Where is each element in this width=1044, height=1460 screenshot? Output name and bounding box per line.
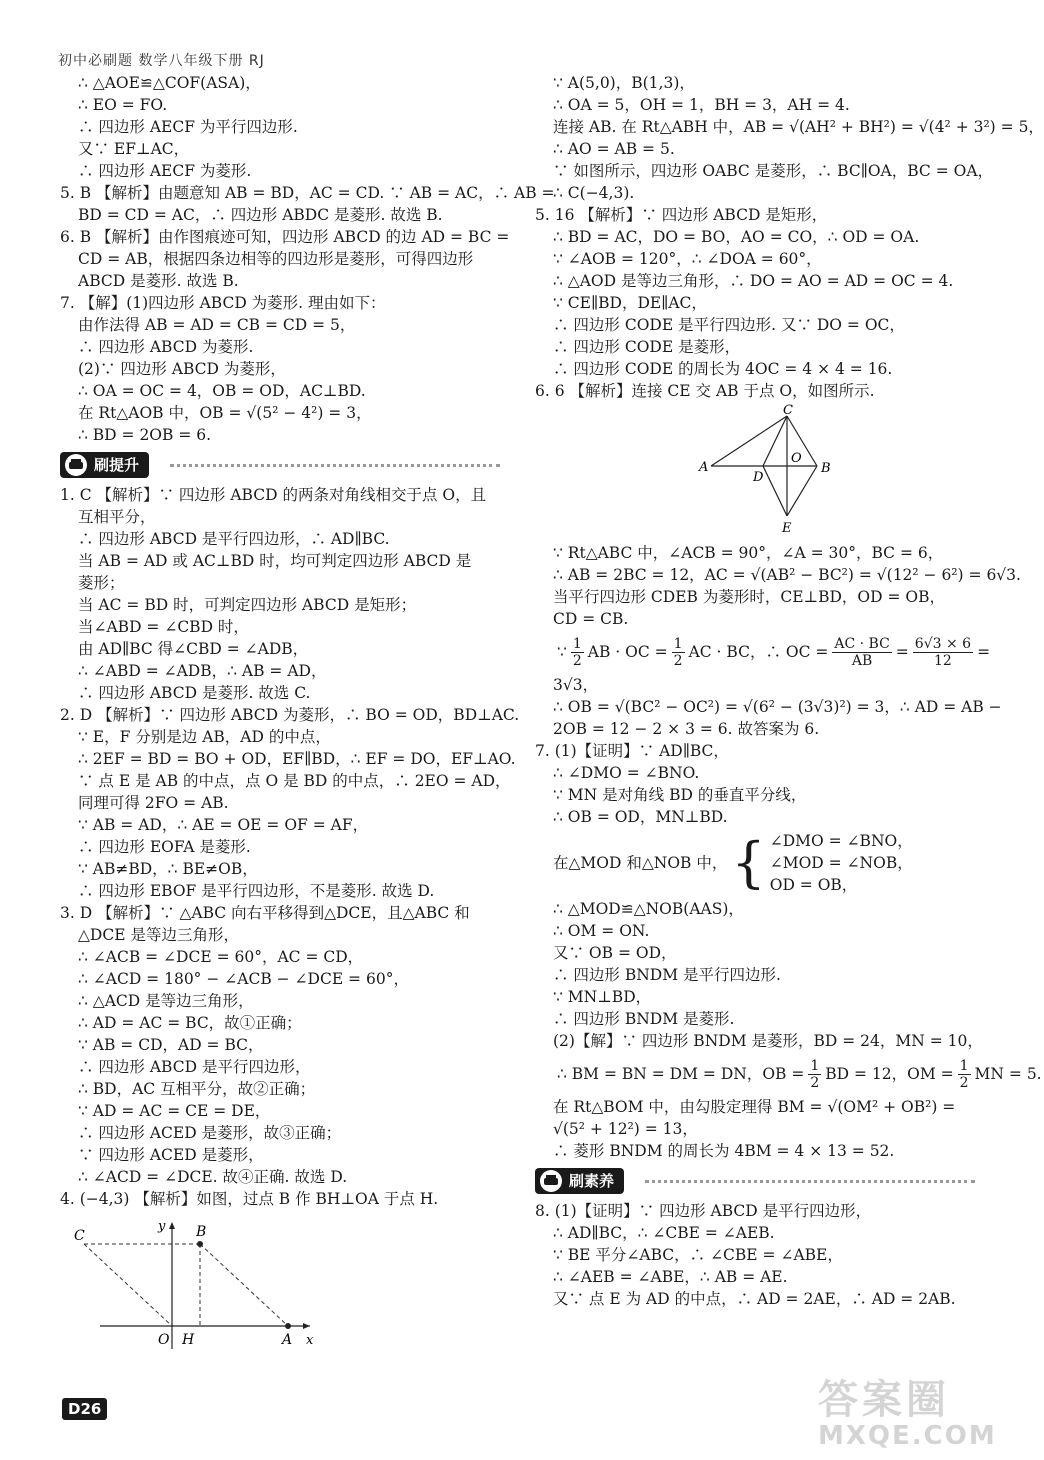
text-line: ∴ OB = √(BC² − OC²) = √(6² − (3√3)²) = 3，∴ AD = AB − (553, 698, 1002, 716)
text-line: ∴ AD = AC = BC，故①正确； (78, 1014, 302, 1032)
fraction-line (535, 630, 991, 674)
text-line: 7. 【解】(1)四边形 ABCD 为菱形. 理由如下： (60, 294, 386, 312)
fraction-line-2 (535, 1052, 1042, 1096)
fraction-numerator: 1 (673, 635, 683, 652)
text-line: ∴ 四边形 CODE 的周长为 4OC = 4 × 4 = 16. (553, 360, 893, 378)
fraction-denominator: 12 (934, 652, 952, 669)
text-line: ∴ 四边形 ABCD 是菱形. 故选 C. (78, 684, 311, 702)
watermark (818, 1368, 997, 1451)
inline-text: = (977, 643, 991, 661)
text-line: 连接 AB. 在 Rt△ABH 中，AB = √(AH² + BH²) = √(4² + 3²) = 5， (553, 118, 1044, 136)
text-line: ∵ CE∥BD，DE∥AC， (553, 294, 707, 312)
text-line: 5. B 【解析】由题意知 AB = BD，AC = CD. ∵ AB = AC，∴ AB = (60, 184, 555, 202)
fig4-label-y: y (158, 1219, 166, 1234)
right-column (535, 72, 1044, 1310)
left-column (60, 72, 555, 1358)
text-line: ∴ ∠ACB = ∠DCE = 60°，AC = CD， (78, 948, 364, 966)
section-banner (535, 1166, 975, 1196)
text-line: △DCE 是等边三角形， (78, 926, 239, 944)
fraction-numerator: 1 (572, 635, 582, 652)
text-line: ∴ BD，AC 互相平分，故②正确； (78, 1080, 316, 1098)
fraction-denominator: 2 (959, 1074, 969, 1091)
figure-q4-coordinate (60, 1214, 320, 1354)
text-line: ∵ 如图所示，四边形 OABC 是菱形，∴ BC∥OA，BC = OA， (553, 162, 994, 180)
fig4-label-h: H (182, 1332, 195, 1348)
brush-icon (539, 1169, 563, 1193)
text-line: ∵ 四边形 ACED 是菱形， (78, 1146, 264, 1164)
inline-text: AC · BC，∴ OC = (688, 643, 829, 661)
text-line: 1. C 【解析】∵ 四边形 ABCD 的两条对角线相交于点 O，且 (60, 486, 487, 504)
fraction-numerator: 1 (959, 1057, 969, 1074)
text-line: ∴ 四边形 ACED 是菱形，故③正确； (78, 1124, 342, 1142)
fig6-label-c: C (783, 403, 793, 418)
figure-q6-rhombus (535, 403, 975, 538)
fig6-label-a: A (699, 460, 709, 475)
text-line: √(5² + 12²) = 13， (553, 1120, 698, 1138)
text-line: 2. D 【解析】∵ 四边形 ABCD 为菱形，∴ BO = OD，BD⊥AC. (60, 706, 520, 724)
text-line: ∴ AO = AB = 5. (553, 140, 675, 158)
page-header: 初中必刷题 数学八年级下册 RJ (58, 53, 265, 69)
text-line: ∴ △AOE≌△COF(ASA)， (78, 74, 261, 92)
text-line: ∴ OA = 5，OH = 1，BH = 3，AH = 4. (553, 96, 850, 114)
text-line: ∵ ∠AOB = 120°，∴ ∠DOA = 60°， (553, 250, 822, 268)
text-line: ∴ EO = FO. (78, 96, 168, 114)
text-line: ABCD 是菱形. 故选 B. (78, 272, 239, 290)
text-line: 3. D 【解析】∵ △ABC 向右平移得到△DCE，且△ABC 和 (60, 904, 470, 922)
text-line: ∵ AD = AC = CE = DE， (78, 1102, 271, 1120)
text-line: ∴ OA = OC = 4，OB = OD，AC⊥BD. (78, 382, 366, 400)
text-line: 又∵ OB = OD， (553, 944, 677, 962)
text-line: 8. (1)【证明】∵ 四边形 ABCD 是平行四边形， (535, 1202, 872, 1220)
text-line: CD = CB. (553, 610, 629, 628)
text-line: ∴ 四边形 BNDM 是平行四边形. (553, 966, 781, 984)
inline-text: BD = 12，OM = (825, 1065, 954, 1083)
text-line: 互相平分， (78, 508, 156, 526)
fraction-numerator: 1 (810, 1057, 820, 1074)
watermark-title: 答案圈 (818, 1377, 950, 1423)
text-line: 又∵ 点 E 为 AD 的中点，∴ AD = 2AE，∴ AD = 2AB. (553, 1290, 956, 1308)
inline-text: ∵ (557, 643, 567, 661)
text-line: ∴ 2EF = BD = BO + OD，EF∥BD，∴ EF = DO，EF⊥AO. (78, 750, 516, 768)
text-line: ∴ AB = 2BC = 12，AC = √(AB² − BC²) = √(12² − 6²) = 6√3. (553, 566, 1021, 584)
brush-icon (64, 453, 88, 477)
text-line: 当∠ABD = ∠CBD 时， (78, 618, 249, 636)
text-line: ∵ AB≠BD，∴ BE≠OB， (78, 860, 258, 878)
congruence-conditions (535, 828, 975, 898)
text-line: ∴ 四边形 BNDM 是菱形. (553, 1010, 735, 1028)
brace-line: ∠MOD = ∠NOB， (769, 854, 913, 872)
text-line: 在 Rt△BOM 中，由勾股定理得 BM = √(OM² + OB²) = (553, 1098, 956, 1116)
text-line: ∴ 四边形 ABCD 为菱形. (78, 338, 254, 356)
watermark-url: MXQE.COM (818, 1421, 997, 1451)
text-line: ∴ 四边形 ABCD 是平行四边形，∴ AD∥BC. (78, 530, 390, 548)
fig4-label-c: C (74, 1228, 85, 1244)
text-line: ∴ △AOD 是等边三角形，∴ DO = AO = AD = OC = 4. (553, 272, 954, 290)
fraction (571, 636, 584, 669)
text-line: ∴ 四边形 ABCD 是平行四边形， (78, 1058, 311, 1076)
text-line: 6. 6 【解析】连接 CE 交 AB 于点 O，如图所示. (535, 382, 875, 400)
fig6-label-o: O (791, 451, 802, 466)
inline-text: 在△MOD 和△NOB 中， (553, 854, 728, 872)
text-line: ∴ 四边形 EBOF 是平行四边形，不是菱形. 故选 D. (78, 882, 435, 900)
text-line: 当平行四边形 CDEB 为菱形时，CE⊥BD，OD = OB， (553, 588, 945, 606)
section-banner (60, 450, 500, 480)
text-line: ∴ 四边形 AECF 为菱形. (78, 162, 252, 180)
text-line: CD = AB，根据四条边相等的四边形是菱形，可得四边形 (78, 250, 474, 268)
text-line: ∵ A(5,0)，B(1,3)， (553, 74, 695, 92)
fig6-label-d: D (753, 470, 764, 485)
fraction (913, 636, 973, 669)
text-line: ∴ 四边形 EOFA 是菱形. (78, 838, 251, 856)
inline-text: AB · OC = (587, 643, 668, 661)
fig4-label-a: A (282, 1332, 293, 1348)
text-line: ∵ MN⊥BD， (553, 988, 652, 1006)
banner-divider (645, 1180, 975, 1183)
fraction-denominator: AB (851, 652, 873, 669)
fraction (672, 636, 685, 669)
text-line: BD = CD = AC，∴ 四边形 ABDC 是菱形. 故选 B. (78, 206, 443, 224)
fraction-denominator: 2 (810, 1074, 820, 1091)
text-line: ∴ C(−4,3). (553, 184, 635, 202)
inline-text: ∴ BM = BN = DM = DN，OB = (557, 1065, 805, 1083)
text-line: ∴ ∠AEB = ∠ABE，∴ AB = AE. (553, 1268, 788, 1286)
fraction-denominator: 2 (673, 652, 683, 669)
brace-symbol: { (731, 831, 766, 894)
banner-divider (170, 464, 500, 467)
fraction-denominator: 2 (572, 652, 582, 669)
fraction (832, 636, 891, 669)
section-banner-label (60, 452, 149, 478)
text-line: 当 AB = AD 或 AC⊥BD 时，均可判定四边形 ABCD 是 (78, 552, 472, 570)
text-line: ∵ AB = CD，AD = BC， (78, 1036, 264, 1054)
fig6-label-e: E (782, 521, 792, 536)
brace-lines (770, 830, 913, 896)
text-line: (2)【解】∵ 四边形 BNDM 是菱形，BD = 24，MN = 10， (553, 1032, 983, 1050)
text-line: ∴ AD∥BC，∴ ∠CBE = ∠AEB. (553, 1224, 775, 1242)
text-line: ∵ 点 E 是 AB 的中点，点 O 是 BD 的中点，∴ 2EO = AD， (78, 772, 511, 790)
text-line: ∴ BD = 2OB = 6. (78, 426, 212, 444)
text-line: ∴ 菱形 BNDM 的周长为 4BM = 4 × 13 = 52. (553, 1142, 895, 1160)
fig4-label-b: B (196, 1224, 207, 1240)
text-line: 2OB = 12 − 2 × 3 = 6. 故答案为 6. (553, 720, 820, 738)
fig4-label-x: x (306, 1333, 314, 1348)
text-line: 7. (1)【证明】∵ AD∥BC， (535, 742, 729, 760)
text-line: 同理可得 2FO = AB. (78, 794, 229, 812)
text-line: ∵ E，F 分别是边 AB，AD 的中点， (78, 728, 331, 746)
section-banner-label (535, 1168, 624, 1194)
text-line: ∵ BE 平分∠ABC，∴ ∠CBE = ∠ABE， (553, 1246, 843, 1264)
text-line: ∴ ∠ACD = 180° − ∠ACB − ∠DCE = 60°， (78, 970, 409, 988)
text-line: ∴ △MOD≌△NOB(AAS)， (553, 900, 744, 918)
brace-line: OD = OB， (769, 876, 858, 894)
fraction-numerator: AC · BC (834, 635, 890, 652)
text-line: ∴ BD = AC，DO = BO，AO = CO，∴ OD = OA. (553, 228, 920, 246)
text-line: ∵ AB = AD，∴ AE = OE = OF = AF， (78, 816, 369, 834)
text-line: ∴ ∠DMO = ∠BNO. (553, 764, 700, 782)
text-line: ∴ OM = ON. (553, 922, 650, 940)
inline-text: = (895, 643, 909, 661)
text-line: ∴ △ACD 是等边三角形， (78, 992, 254, 1010)
text-line: ∴ ∠ACD = ∠DCE. 故④正确. 故选 D. (78, 1168, 348, 1186)
fraction (808, 1058, 821, 1091)
fig6-label-b: B (821, 461, 831, 476)
section-banner-text: 刷提升 (94, 456, 140, 474)
text-line: 菱形； (78, 574, 125, 592)
brace-line: ∠DMO = ∠BNO， (769, 832, 913, 850)
text-line: 由 AD∥BC 得∠CBD = ∠ADB， (78, 640, 309, 658)
fig4-label-o: O (158, 1332, 170, 1348)
fraction (958, 1058, 971, 1091)
text-line: ∴ 四边形 AECF 为平行四边形. (78, 118, 298, 136)
text-line: 在 Rt△AOB 中，OB = √(5² − 4²) = 3， (78, 404, 372, 422)
text-line: ∴ 四边形 CODE 是平行四边形. 又∵ DO = OC， (553, 316, 905, 334)
text-line: ∴ 四边形 CODE 是菱形， (553, 338, 741, 356)
section-banner-text: 刷素养 (569, 1172, 615, 1190)
fraction-numerator: 6√3 × 6 (914, 635, 972, 652)
text-line: ∴ ∠ABD = ∠ADB，∴ AB = AD， (78, 662, 327, 680)
text-line: 4. (−4,3) 【解析】如图，过点 B 作 BH⊥OA 于点 H. (60, 1190, 439, 1208)
text-line: 当 AC = BD 时，可判定四边形 ABCD 是矩形； (78, 596, 417, 614)
text-line: ∵ Rt△ABC 中，∠ACB = 90°，∠A = 30°，BC = 6， (553, 544, 944, 562)
text-line: 3√3， (553, 676, 599, 694)
page-number: D26 (62, 1398, 107, 1420)
text-line: ∴ OB = OD，MN⊥BD. (553, 808, 728, 826)
text-line: ∵ MN 是对角线 BD 的垂直平分线， (553, 786, 807, 804)
text-line: (2)∵ 四边形 ABCD 为菱形， (78, 360, 286, 378)
text-line: 5. 16 【解析】∵ 四边形 ABCD 是矩形， (535, 206, 828, 224)
inline-text: MN = 5. (974, 1065, 1042, 1083)
text-line: 又∵ EF⊥AC， (78, 140, 190, 158)
text-line: 6. B 【解析】由作图痕迹可知，四边形 ABCD 的边 AD = BC = (60, 228, 510, 246)
text-line: 由作法得 AB = AD = CB = CD = 5， (78, 316, 356, 334)
